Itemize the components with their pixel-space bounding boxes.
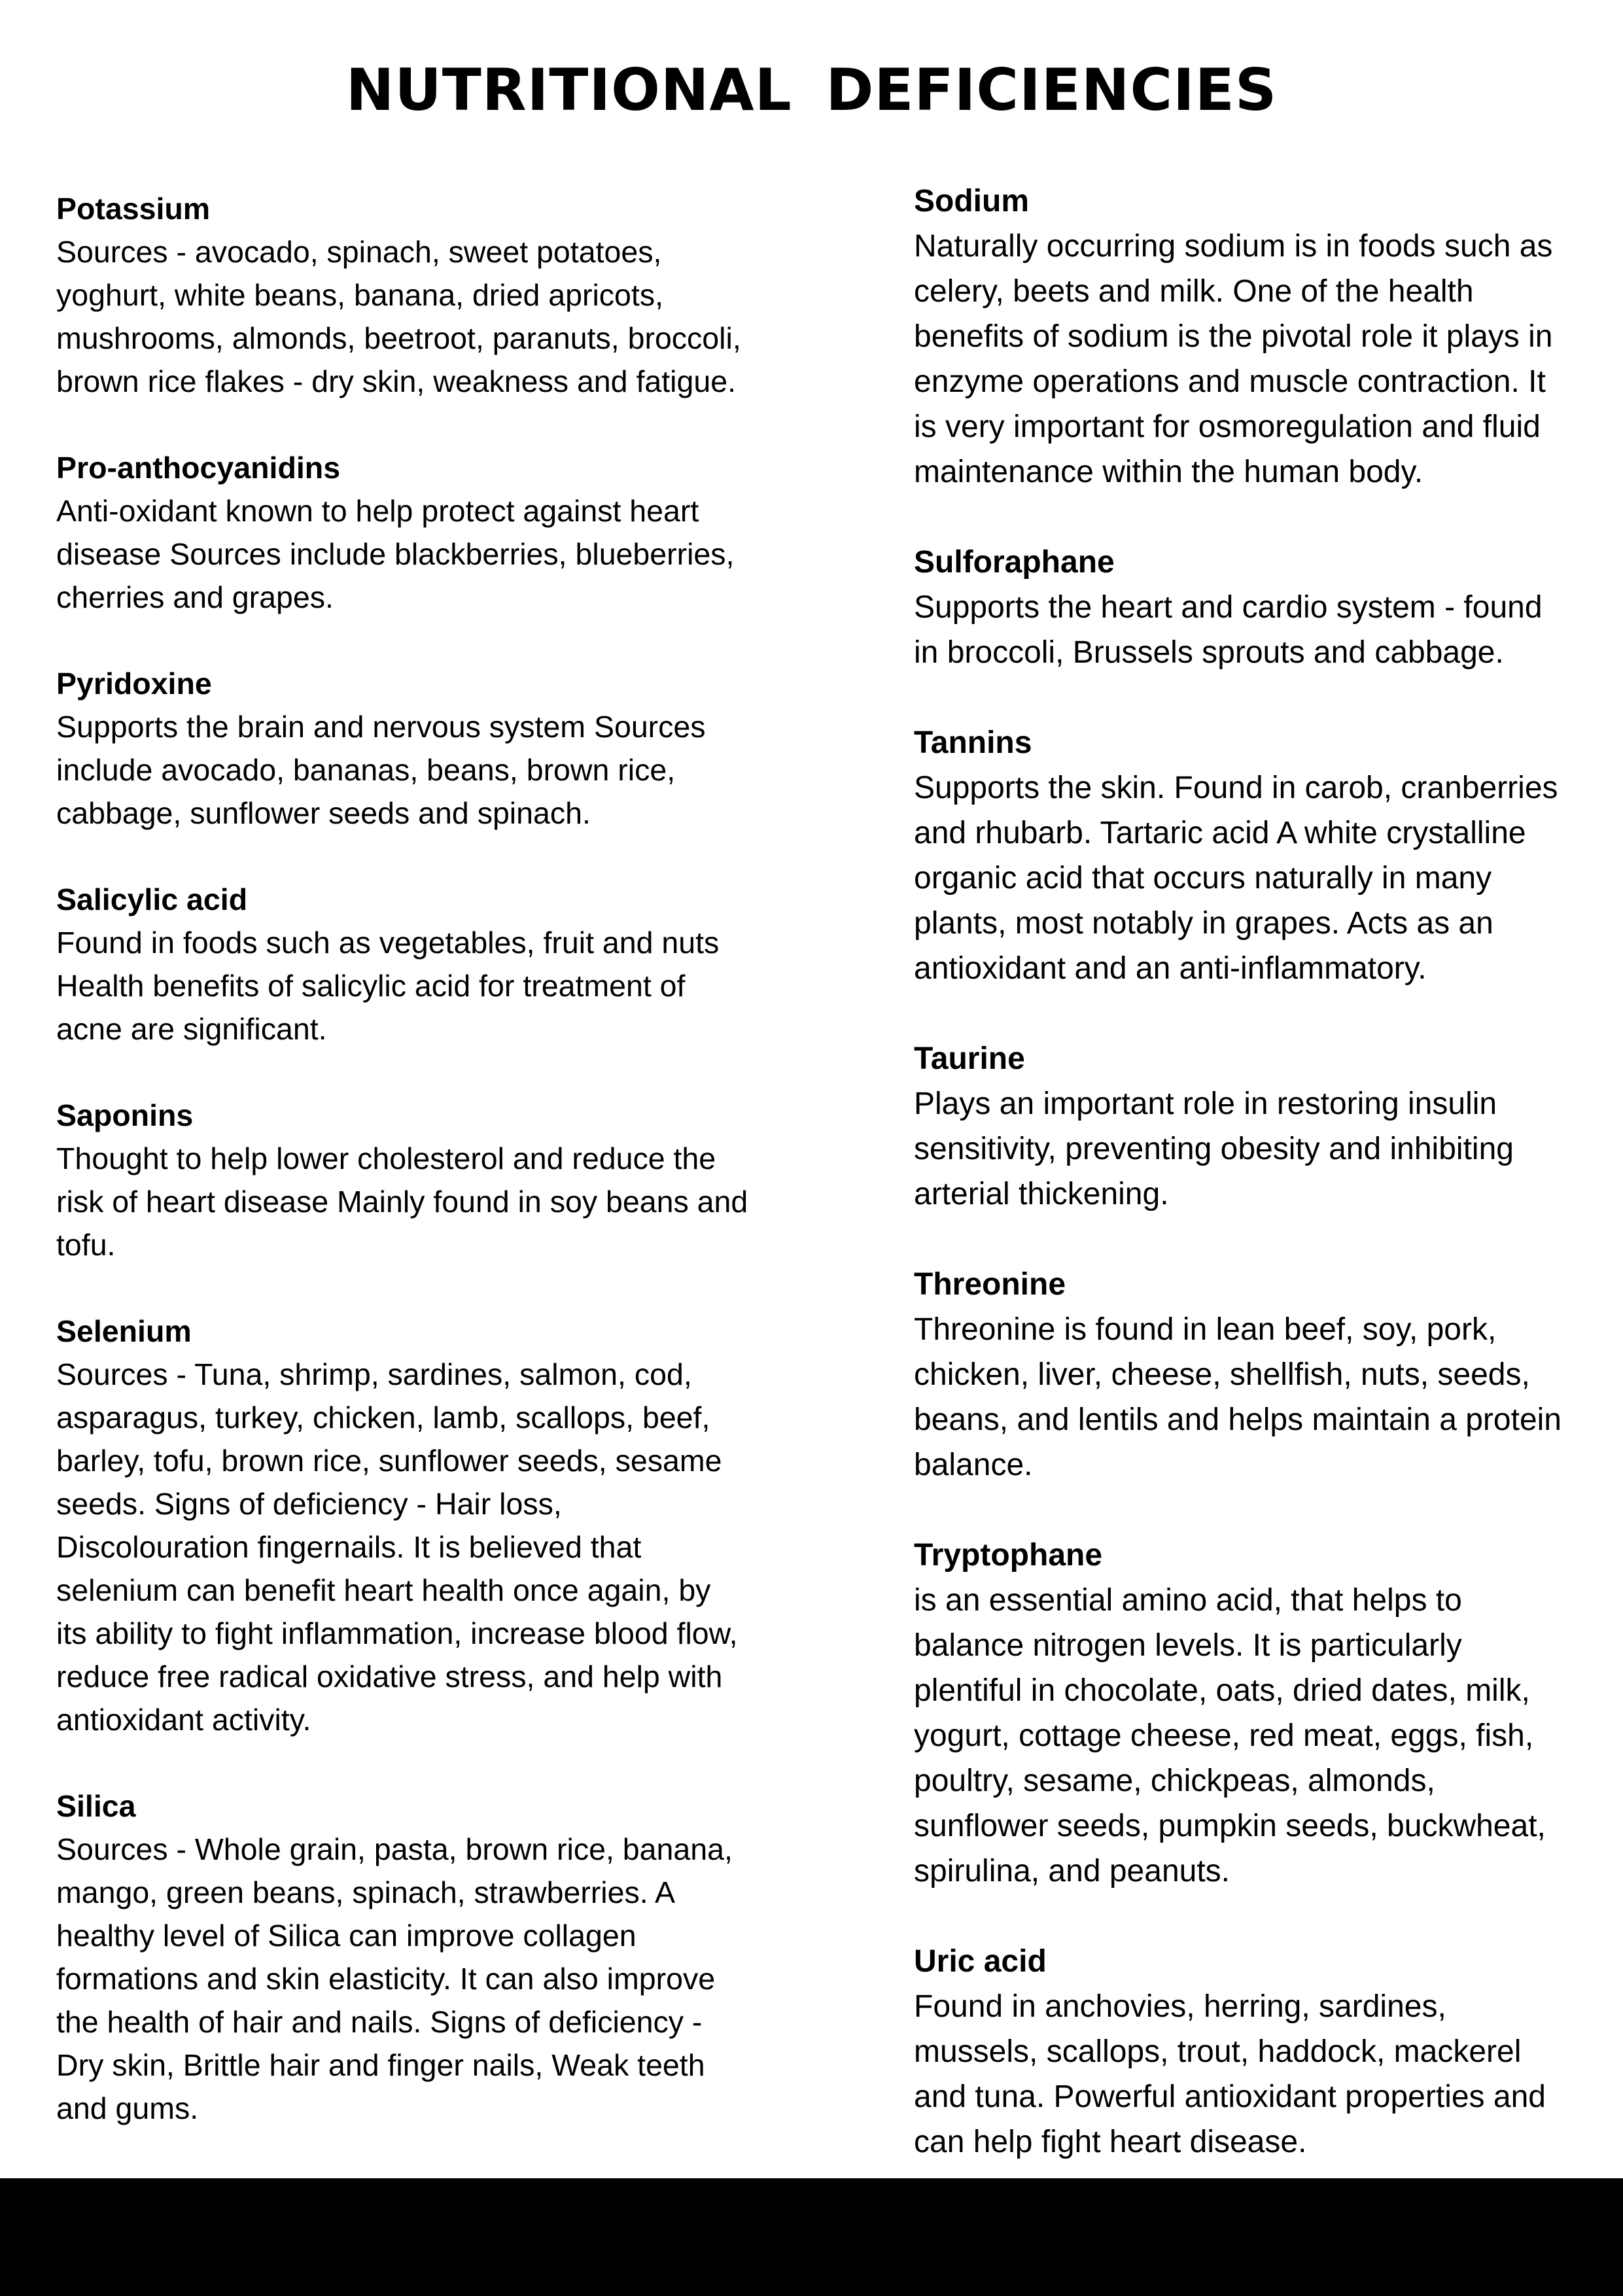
entry-silica	[56, 1784, 789, 2130]
entry-body: Found in anchovies, herring, sardines, mussels, scallops, trout, haddock, mackerel and tuna. Powerful antioxidant properties and can help fight heart disease.	[914, 1989, 1546, 2159]
entry-body: is an essential amino acid, that helps to balance nitrogen levels. It is particularly plentiful in chocolate, oats, dried dates, milk, yogurt, cottage cheese, red meat, eggs, fish, poultry, sesame, chickpeas, almonds, sunflower seeds, pumpkin seeds, buckwheat, spirulina, and peanuts.	[914, 1583, 1546, 1888]
entry-uric-acid	[914, 1939, 1607, 2165]
entry-body: Thought to help lower cholesterol and reduce the risk of heart disease Mainly found in soy beans and tofu.	[56, 1141, 748, 1262]
entry-potassium	[56, 187, 789, 403]
entry-heading: Silica	[56, 1789, 136, 1823]
entry-taurine	[914, 1036, 1607, 1217]
entry-heading: Pro-anthocyanidins	[56, 451, 341, 485]
entry-sulforaphane	[914, 540, 1607, 675]
entry-heading: Pyridoxine	[56, 667, 212, 701]
entry-body: Supports the heart and cardio system - found in broccoli, Brussels sprouts and cabbage.	[914, 590, 1543, 670]
entry-heading: Tannins	[914, 725, 1032, 760]
footer-bar	[0, 2178, 1623, 2296]
entry-salicylic-acid	[56, 878, 789, 1051]
entry-body: Sources - avocado, spinach, sweet potatoes, yoghurt, white beans, banana, dried apricots, mushrooms, almonds, beetroot, paranuts, broccoli, brown rice flakes - dry skin, weakness and fatigue.	[56, 235, 741, 398]
entry-body: Anti-oxidant known to help protect against heart disease Sources include blackberries, blueberries, cherries and grapes.	[56, 494, 735, 614]
entry-threonine	[914, 1262, 1607, 1487]
entry-pro-anthocyanidins	[56, 446, 789, 619]
entry-tannins	[914, 720, 1607, 991]
entry-heading: Taurine	[914, 1041, 1025, 1076]
entry-heading: Threonine	[914, 1267, 1066, 1302]
right-column	[914, 179, 1607, 2210]
entry-selenium	[56, 1310, 789, 1741]
left-column	[56, 187, 789, 2173]
entry-body: Naturally occurring sodium is in foods such as celery, beets and milk. One of the health benefits of sodium is the pivotal role it plays in enzyme operations and muscle contraction. It is very important for osmoregulation and fluid maintenance within the human body.	[914, 229, 1553, 489]
entry-heading: Sulforaphane	[914, 545, 1115, 580]
entry-body: Plays an important role in restoring insulin sensitivity, preventing obesity and inhibiting arterial thickening.	[914, 1087, 1514, 1211]
entry-tryptophane	[914, 1533, 1607, 1894]
entry-body: Sources - Tuna, shrimp, sardines, salmon, cod, asparagus, turkey, chicken, lamb, scallops, beef, barley, tofu, brown rice, sunflower seeds, sesame seeds. Signs of deficiency - Hair loss, Discolouration fingernails. It is believed that selenium can benefit heart health once again, by its ability to fight inflammation, increase blood flow, reduce free radical oxidative stress, and help with antioxidant activity.	[56, 1357, 738, 1737]
entry-pyridoxine	[56, 662, 789, 835]
entry-heading: Selenium	[56, 1314, 192, 1348]
entry-saponins	[56, 1094, 789, 1266]
entry-heading: Salicylic acid	[56, 882, 248, 916]
entry-heading: Potassium	[56, 192, 211, 226]
page-title: NUTRITIONAL DEFICIENCIES	[345, 56, 1278, 124]
entry-body: Supports the brain and nervous system Sources include avocado, bananas, beans, brown rice, cabbage, sunflower seeds and spinach.	[56, 710, 706, 830]
entry-body: Found in foods such as vegetables, fruit and nuts Health benefits of salicylic acid for treatment of acne are significant.	[56, 926, 720, 1046]
entry-body: Threonine is found in lean beef, soy, pork, chicken, liver, cheese, shellfish, nuts, seeds, beans, and lentils and helps maintain a protein balance.	[914, 1312, 1562, 1482]
entry-heading: Tryptophane	[914, 1538, 1103, 1573]
entry-heading: Sodium	[914, 184, 1029, 218]
entry-body: Sources - Whole grain, pasta, brown rice, banana, mango, green beans, spinach, strawberries. A healthy level of Silica can improve collagen formations and skin elasticity. It can also improve the health of hair and nails. Signs of deficiency - Dry skin, Brittle hair and finger nails, Weak teeth and gums.	[56, 1832, 733, 2125]
entry-heading: Saponins	[56, 1098, 194, 1132]
entry-sodium	[914, 179, 1607, 495]
entry-heading: Uric acid	[914, 1944, 1047, 1979]
entry-body: Supports the skin. Found in carob, cranberries and rhubarb. Tartaric acid A white crystalline organic acid that occurs naturally in many plants, most notably in grapes. Acts as an antioxidant and an anti-inflammatory.	[914, 771, 1558, 986]
